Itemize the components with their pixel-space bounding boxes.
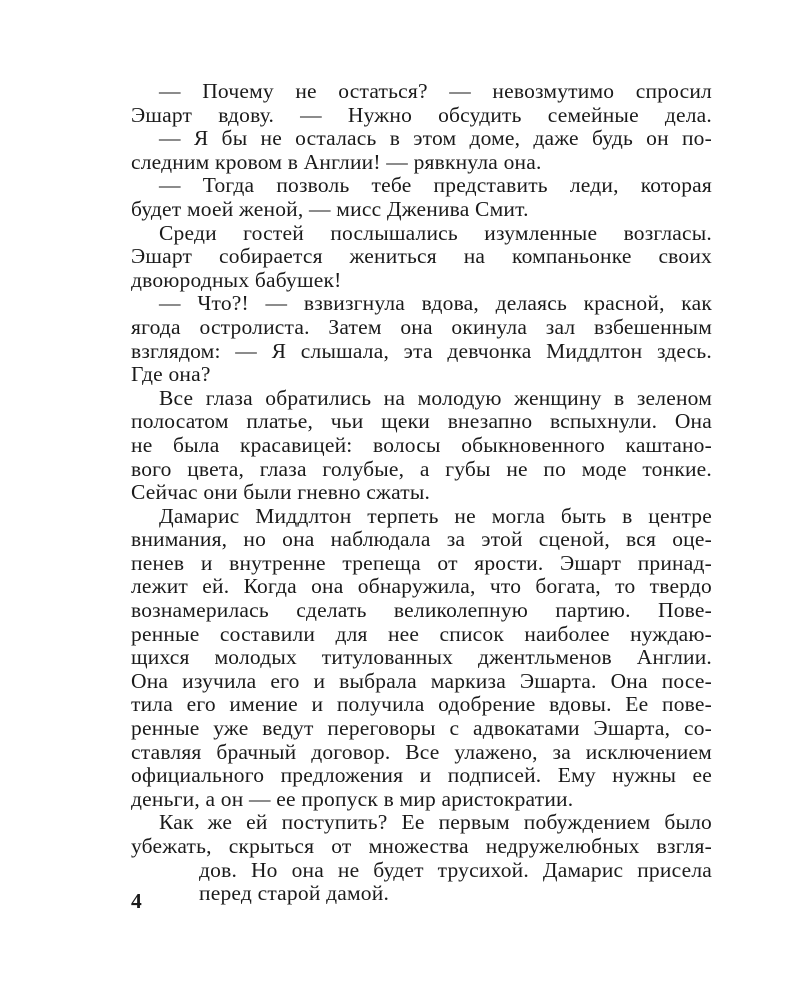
text-line: перед старой дамой.: [199, 881, 390, 906]
text-line: Все глаза обратились на молодую женщину в зеленом: [159, 385, 712, 410]
text-line: официального предложения и подписей. Ему нужны ее: [131, 763, 712, 788]
text-line: Она изучила его и выбрала маркиза Эшарта. Она посе-: [131, 668, 712, 693]
text-line: — Почему не остаться? — невозмутимо спросил: [159, 79, 712, 103]
text-line: ренные составили для нее список наиболее нуждаю-: [131, 621, 712, 646]
text-line: Где она?: [131, 362, 211, 387]
text-line: Дамарис Миддлтон терпеть не могла быть в центре: [159, 503, 712, 528]
text-line: — Тогда позволь тебе представить леди, которая: [159, 173, 712, 198]
text-line: ставляя брачный договор. Все улажено, за исключением: [131, 739, 712, 764]
text-line: — Я бы не осталась в этом доме, даже будь он по-: [159, 126, 712, 151]
text-line: щихся молодых титулованных джентльменов Англии.: [131, 645, 712, 670]
body-text: [131, 80, 712, 906]
text-line: — Что?! — взвизгнула вдова, делаясь красной, как: [159, 291, 712, 316]
text-line: взглядом: — Я слышала, эта девчонка Миддлтон здесь.: [131, 338, 712, 363]
text-line: полосатом платье, чьи щеки внезапно вспыхнули. Она: [131, 409, 712, 434]
text-line: Как же ей поступить? Ее первым побуждением было: [159, 810, 712, 835]
text-line: дов. Но она не будет трусихой. Дамарис присела: [199, 857, 712, 882]
text-line: тила его имение и получила одобрение вдовы. Ее пове-: [131, 692, 712, 717]
text-line: не была красавицей: волосы обыкновенного каштано-: [131, 432, 712, 457]
text-line: Сейчас они были гневно сжаты.: [131, 480, 431, 505]
text-line: будет моей женой, — мисс Дженива Смит.: [131, 196, 529, 221]
text-line: вого цвета, глаза голубые, а губы не по моде тонкие.: [131, 456, 712, 481]
text-line: убежать, скрыться от множества недружелюбных взгля-: [131, 834, 712, 858]
page-number: 4: [131, 889, 142, 913]
text-line: деньги, а он — ее пропуск в мир аристократии.: [131, 786, 574, 811]
text-line: внимания, но она наблюдала за этой сценой, вся оце-: [131, 527, 712, 552]
text-line: ягода остролиста. Затем она окинула зал взбешенным: [131, 314, 712, 339]
text-line: Эшарт собирается жениться на компаньонке своих: [131, 244, 712, 269]
text-line: вознамерилась сделать великолепную партию. Пове-: [131, 598, 712, 623]
text-line: лежит ей. Когда она обнаружила, что богата, то твердо: [131, 574, 712, 599]
text-line: пенев и внутренне трепеща от ярости. Эшарт принад-: [131, 550, 712, 575]
text-line: следним кровом в Англии! — рявкнула она.: [131, 149, 542, 174]
text-line: Эшарт вдову. — Нужно обсудить семейные дела.: [131, 102, 712, 127]
text-line: Среди гостей послышались изумленные возгласы.: [159, 220, 712, 245]
text-line: ренные уже ведут переговоры с адвокатами Эшарта, со-: [131, 716, 712, 741]
text-line: двоюродных бабушек!: [131, 267, 342, 292]
